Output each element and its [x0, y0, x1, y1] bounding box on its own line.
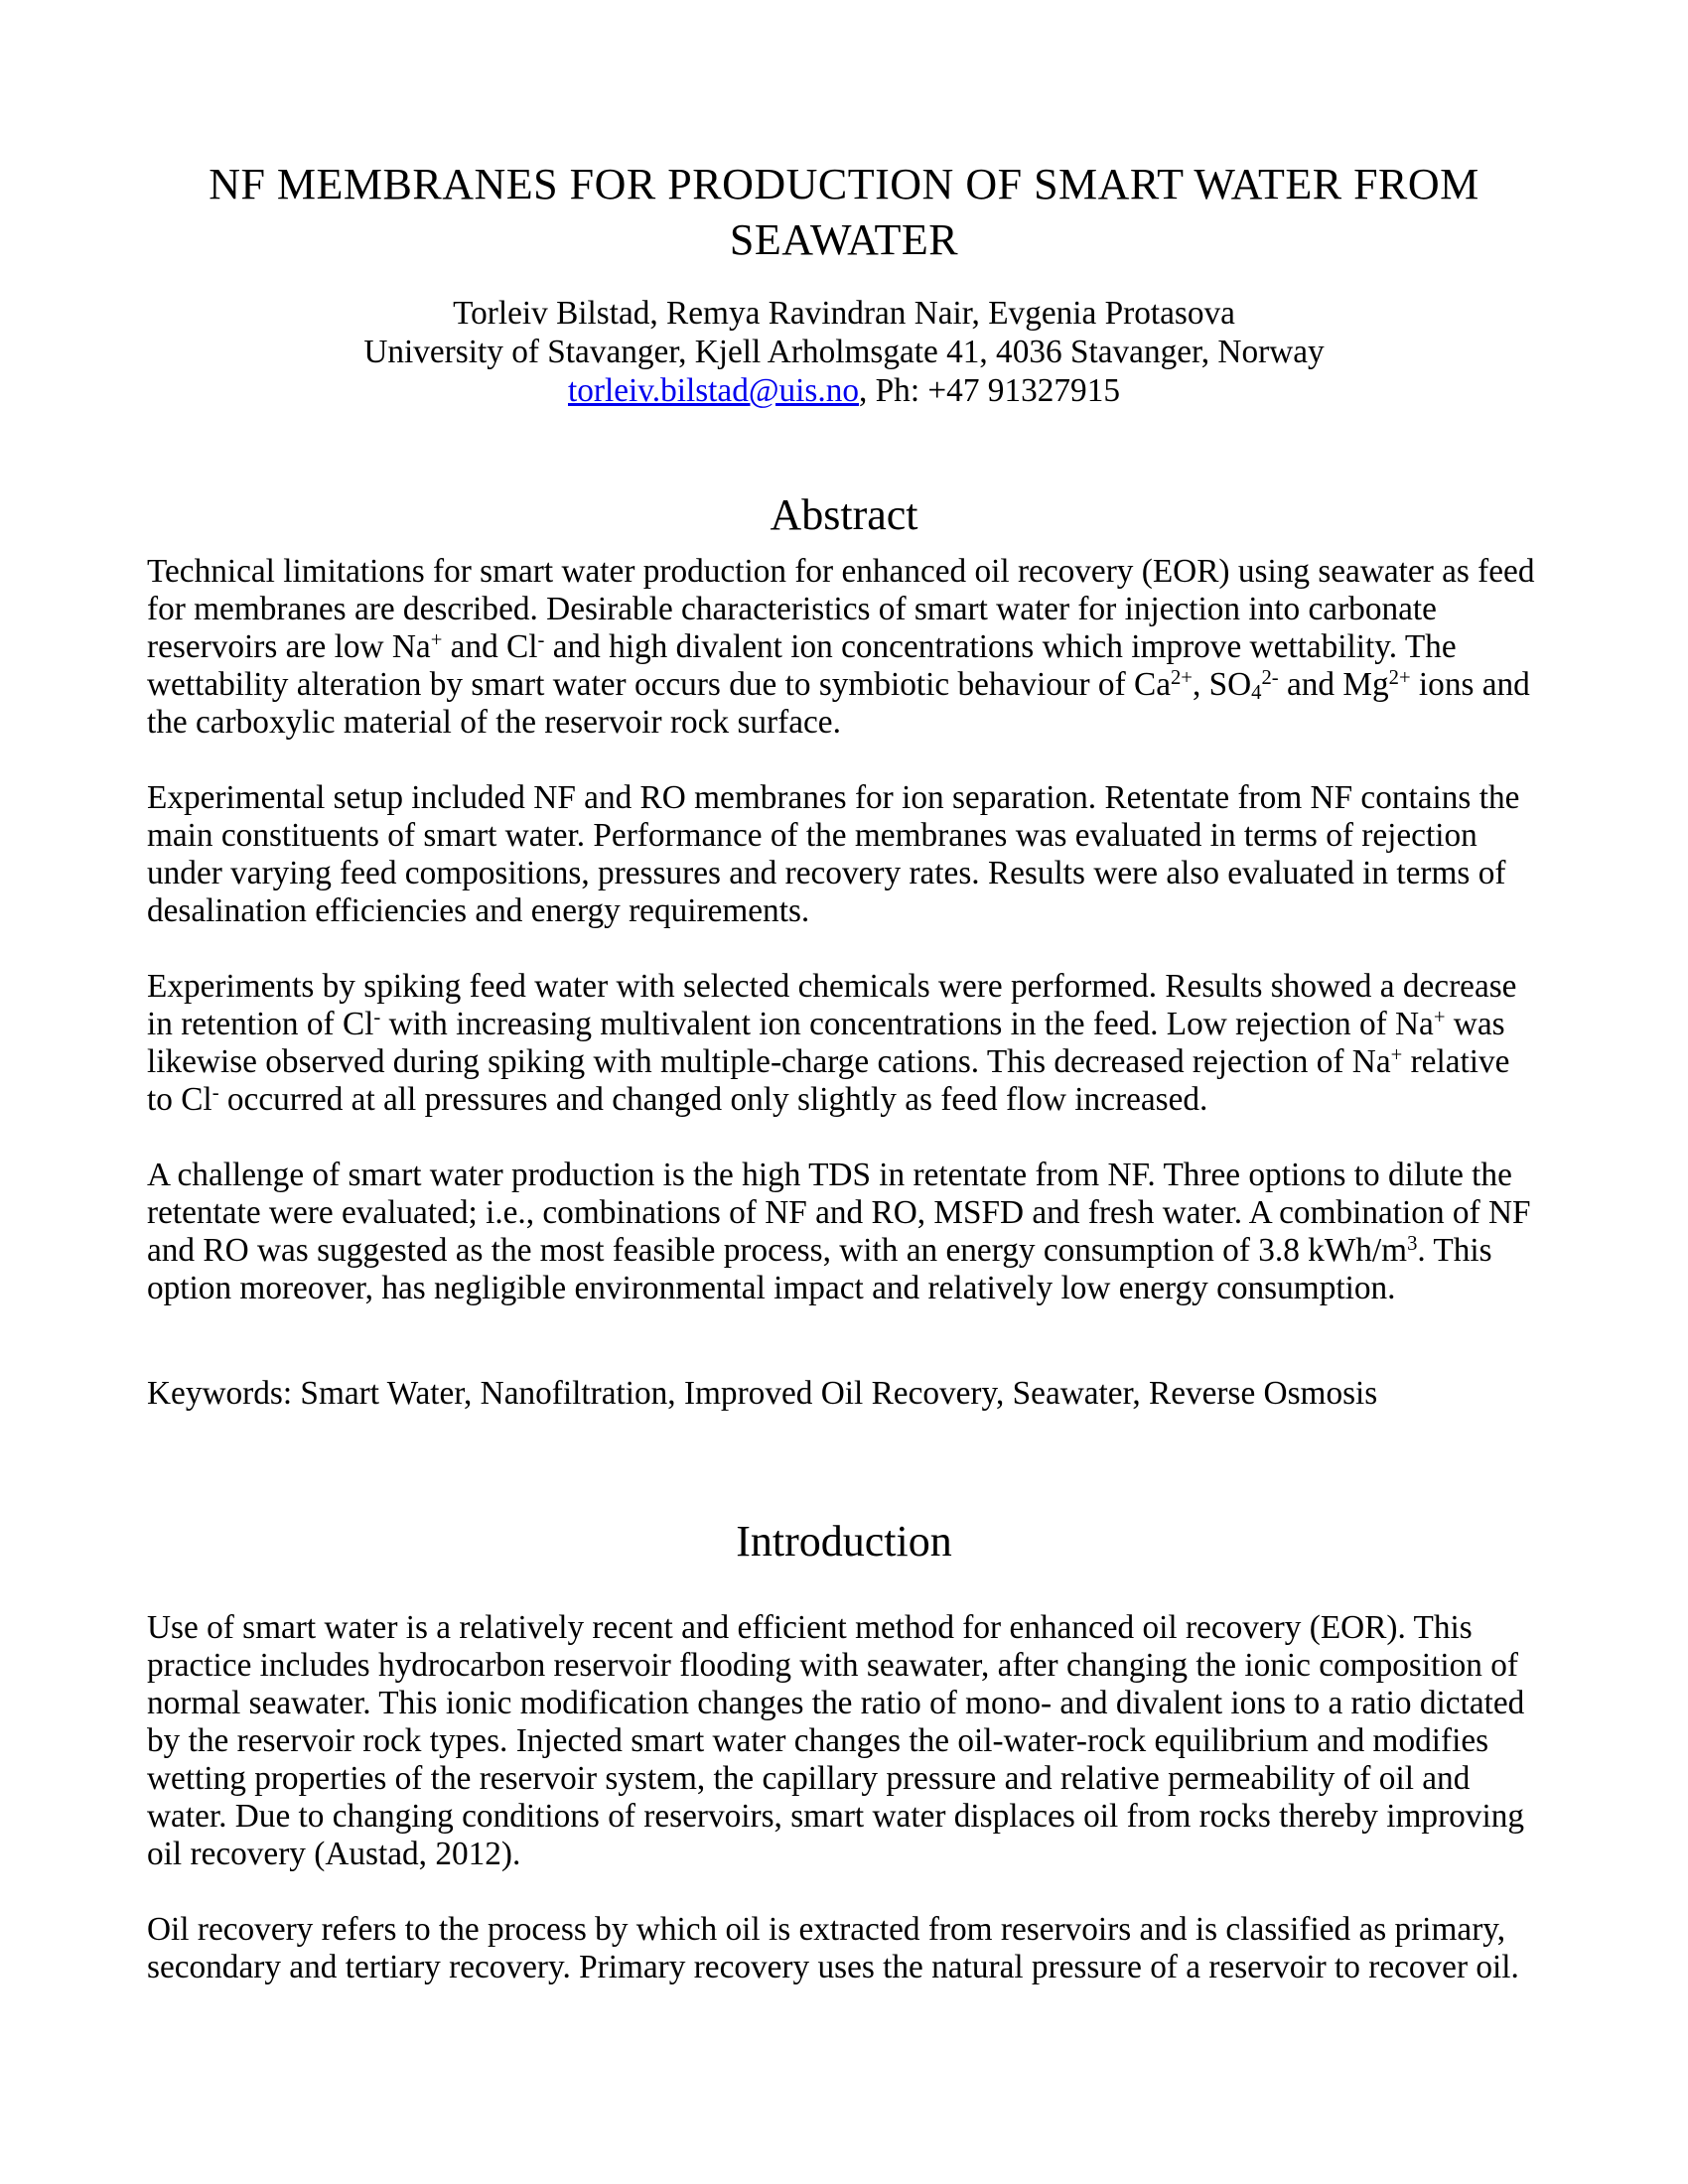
abstract-paragraph-1: Technical limitations for smart water production for enhanced oil recovery (EOR) using seawater as feed for membranes are described. Desirable characteristics of smart water for injection into carbonate reservoirs are low Na+ and Cl- and high divalent ion concentrations which improve wettability. The wettability alteration by smart water occurs due to symbiotic behaviour of $Ca^{2+}$, $SO_4^{2-}$ and $Mg^{2+}$ ions and the carboxylic material of the reservoir rock surface. — [147, 553, 1535, 741]
introduction-paragraph-2: Oil recovery refers to the process by which oil is extracted from reservoirs and is classified as primary, secondary and tertiary recovery. Primary recovery uses the natural pressure of a reservoir to recover oil. — [147, 1911, 1519, 1985]
abstract-paragraph-4: A challenge of smart water production is the high TDS in retentate from NF. Three options to dilute the retentate were evaluated; i.e., combinations of NF and RO, MSFD and fresh water. A combination of NF and RO was suggested as the most feasible process, with an energy consumption of 3.8 kWh/$m^3$. This option moreover, has negligible environmental impact and relatively low energy consumption. — [147, 1157, 1531, 1306]
abstract-heading: Abstract — [770, 490, 918, 539]
phone-text: , Ph: +47 91327915 — [859, 372, 1120, 409]
contact-line — [147, 371, 1541, 410]
keywords-line: Keywords: Smart Water, Nanofiltration, Improved Oil Recovery, Seawater, Reverse Osmosis — [147, 1375, 1378, 1412]
abstract-paragraph-3: Experiments by spiking feed water with selected chemicals were performed. Results showed a decrease in retention of Cl- with increasing multivalent ion concentrations in the feed. Low rejection of Na+ was likewise observed during spiking with multiple-charge cations. This decreased rejection of Na+ relative to Cl- occurred at all pressures and changed only slightly as feed flow increased. — [147, 968, 1517, 1118]
author-block — [147, 294, 1541, 410]
introduction-paragraph-1: Use of smart water is a relatively recent and efficient method for enhanced oil recovery (EOR). This practice includes hydrocarbon reservoir flooding with seawater, after changing the ionic composition of normal seawater. This ionic modification changes the ratio of mono- and divalent ions to a ratio dictated by the reservoir rock types. Injected smart water changes the oil-water-rock equilibrium and modifies wetting properties of the reservoir system, the capillary pressure and relative permeability of oil and water. Due to changing conditions of reservoirs, smart water displaces oil from rocks thereby improving oil recovery (Austad, 2012). — [147, 1609, 1525, 1872]
email-link[interactable]: torleiv.bilstad@uis.no — [568, 372, 860, 409]
paper-title-line-2: SEAWATER — [729, 215, 959, 264]
authors-line: Torleiv Bilstad, Remya Ravindran Nair, Evgenia Protasova — [453, 295, 1235, 332]
paper-title-line-1: NF MEMBRANES FOR PRODUCTION OF SMART WATER FROM — [209, 160, 1479, 208]
paper-title — [147, 157, 1541, 268]
introduction-heading: Introduction — [736, 1517, 952, 1566]
abstract-paragraph-2: Experimental setup included NF and RO membranes for ion separation. Retentate from NF contains the main constituents of smart water. Performance of the membranes was evaluated in terms of rejection under varying feed compositions, pressures and recovery rates. Results were also evaluated in terms of desalination efficiencies and energy requirements. — [147, 779, 1520, 929]
affiliation-line: University of Stavanger, Kjell Arholmsgate 41, 4036 Stavanger, Norway — [363, 334, 1325, 370]
